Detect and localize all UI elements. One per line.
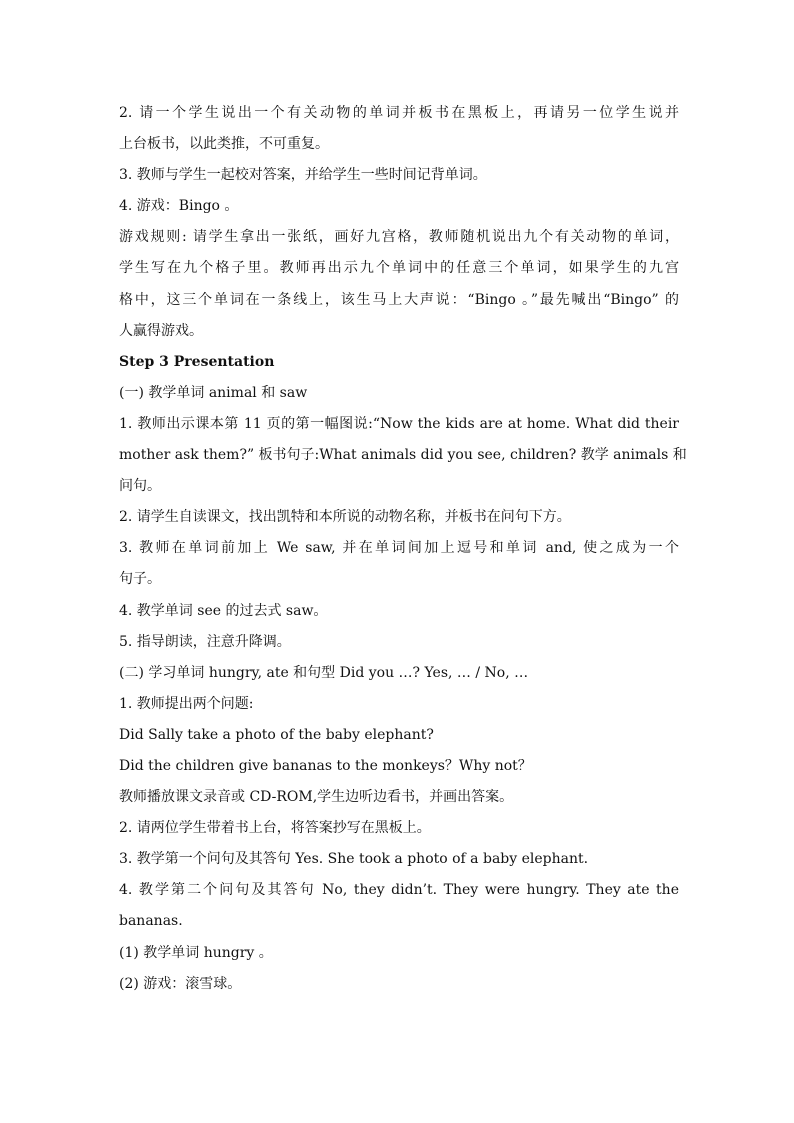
document-page — [119, 98, 687, 1000]
text-line: 2. 请学生自读课文，找出凯特和本所说的动物名称，并板书在问句下方。 — [119, 509, 571, 526]
text-line: 1. 教师提出两个问题: — [119, 695, 254, 712]
subsection-heading: (一) 教学单词 animal 和 saw — [119, 384, 308, 401]
text-line: 格中，这三个单词在一条线上，该生马上大声说：“Bingo 。”最先喊出“Bingo” 的 — [119, 291, 679, 308]
text-line: 2. 请一个学生说出一个有关动物的单词并板书在黑板上，再请另一位学生说并 — [119, 105, 679, 121]
text-line: 学生写在九个格子里。教师再出示九个单词中的任意三个单词，如果学生的九宫 — [119, 260, 679, 277]
text-line: 3. 教学第一个问句及其答句 Yes. She took a photo of a baby elephant. — [119, 851, 589, 868]
text-line: 上台板书，以此类推，不可重复。 — [119, 136, 329, 153]
subsection-heading: (二) 学习单词 hungry, ate 和句型 Did you …? Yes, … / No, … — [119, 664, 529, 681]
text-line: (2) 游戏：滚雪球。 — [119, 975, 242, 992]
text-line: 游戏规则: 请学生拿出一张纸，画好九宫格，教师随机说出九个有关动物的单词， — [119, 229, 679, 246]
text-line: Did Sally take a photo of the baby elephant? — [119, 726, 434, 743]
text-line: Did the children give bananas to the monkeys？Why not？ — [119, 757, 532, 774]
text-line: 4. 教学单词 see 的过去式 saw。 — [119, 602, 328, 619]
text-line: 2. 请两位学生带着书上台，将答案抄写在黑板上。 — [119, 820, 431, 837]
text-line: 5. 指导朗读，注意升降调。 — [119, 633, 291, 650]
text-line: 3. 教师与学生一起校对答案，并给学生一些时间记背单词。 — [119, 167, 487, 184]
text-line: 4. 游戏：Bingo 。 — [119, 198, 239, 215]
text-line: (1) 教学单词 hungry 。 — [119, 944, 273, 961]
section-heading: Step 3 Presentation — [119, 353, 275, 370]
text-line: bananas. — [119, 913, 183, 930]
text-line: 问句。 — [119, 478, 161, 495]
text-line: 3. 教师在单词前加上 We saw, 并在单词间加上逗号和单词 and, 使之成为一个 — [119, 540, 679, 557]
text-line: 句子。 — [119, 571, 161, 588]
text-line: 4. 教学第二个问句及其答句 No, they didn’t. They were hungry. They ate the — [119, 882, 679, 899]
text-line: 1. 教师出示课本第 11 页的第一幅图说:“Now the kids are at home. What did their — [119, 415, 679, 432]
text-line: 教师播放课文录音或 CD-ROM,学生边听边看书，并画出答案。 — [119, 789, 514, 806]
text-line: mother ask them?” 板书句子:What animals did you see, children? 教学 animals 和 — [119, 447, 687, 464]
text-line: 人赢得游戏。 — [119, 322, 203, 339]
